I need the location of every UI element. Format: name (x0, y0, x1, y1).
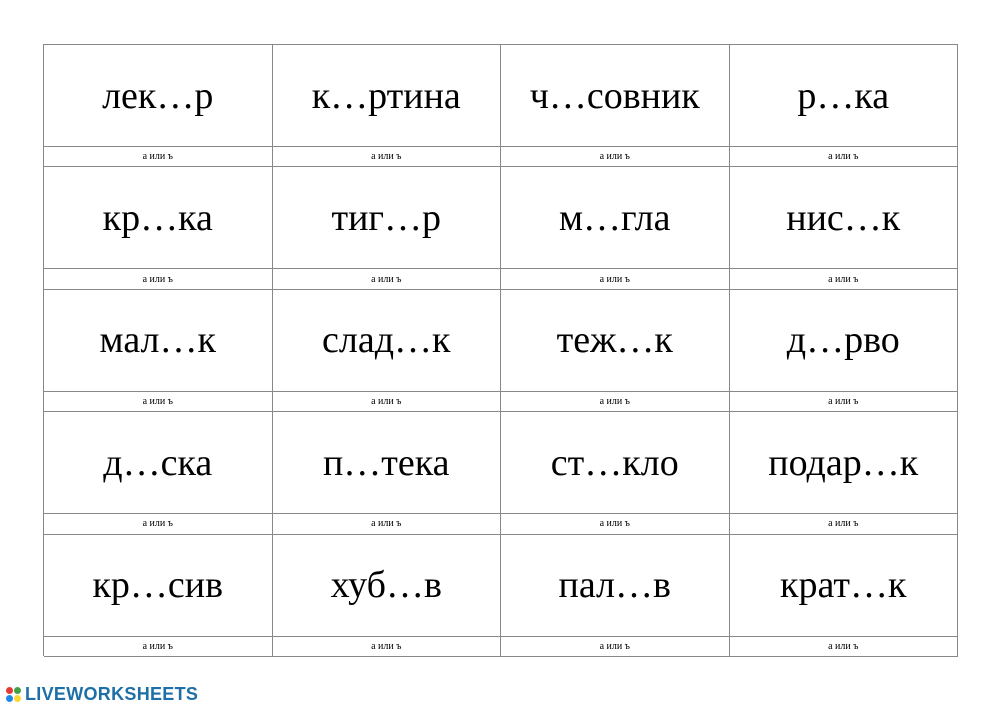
word-with-gap: крат…к (730, 535, 958, 637)
logo-text: LIVEWORKSHEETS (25, 684, 199, 704)
answer-choice-dropdown[interactable]: а или ъ (44, 637, 272, 657)
answer-choice-dropdown[interactable]: а или ъ (501, 392, 729, 412)
answer-choice-dropdown[interactable]: а или ъ (501, 514, 729, 534)
word-with-gap: подар…к (730, 412, 958, 514)
word-with-gap: лек…р (44, 45, 272, 147)
word-card (730, 290, 959, 412)
answer-choice-dropdown[interactable]: а или ъ (730, 637, 958, 657)
word-card (501, 412, 730, 534)
word-card (730, 167, 959, 289)
word-card (501, 535, 730, 657)
word-card (44, 167, 273, 289)
answer-choice-dropdown[interactable]: а или ъ (44, 269, 272, 289)
word-with-gap: мал…к (44, 290, 272, 392)
word-with-gap: тиг…р (273, 167, 501, 269)
answer-choice-dropdown[interactable]: а или ъ (44, 392, 272, 412)
answer-choice-dropdown[interactable]: а или ъ (273, 392, 501, 412)
word-card (273, 45, 502, 167)
word-card (273, 167, 502, 289)
answer-choice-dropdown[interactable]: а или ъ (501, 637, 729, 657)
answer-choice-dropdown[interactable]: а или ъ (273, 637, 501, 657)
word-card (501, 45, 730, 167)
word-with-gap: теж…к (501, 290, 729, 392)
word-card (501, 167, 730, 289)
word-card (273, 412, 502, 534)
grid-row (44, 412, 958, 534)
answer-choice-dropdown[interactable]: а или ъ (273, 514, 501, 534)
word-with-gap: м…гла (501, 167, 729, 269)
word-card (730, 412, 959, 534)
word-card (730, 45, 959, 167)
word-card (44, 45, 273, 167)
answer-choice-dropdown[interactable]: а или ъ (501, 147, 729, 167)
answer-choice-dropdown[interactable]: а или ъ (273, 147, 501, 167)
answer-choice-dropdown[interactable]: а или ъ (730, 514, 958, 534)
word-card (44, 535, 273, 657)
answer-choice-dropdown[interactable]: а или ъ (44, 147, 272, 167)
answer-choice-dropdown[interactable]: а или ъ (730, 392, 958, 412)
word-with-gap: к…ртина (273, 45, 501, 147)
word-with-gap: ст…кло (501, 412, 729, 514)
answer-choice-dropdown[interactable]: а или ъ (44, 514, 272, 534)
word-with-gap: ч…совник (501, 45, 729, 147)
word-with-gap: д…ска (44, 412, 272, 514)
answer-choice-dropdown[interactable]: а или ъ (501, 269, 729, 289)
word-card (44, 412, 273, 534)
answer-choice-dropdown[interactable]: а или ъ (273, 269, 501, 289)
word-with-gap: п…тека (273, 412, 501, 514)
grid-row (44, 535, 958, 657)
grid-row (44, 45, 958, 167)
liveworksheets-logo (6, 684, 198, 705)
word-card (730, 535, 959, 657)
word-card (44, 290, 273, 412)
word-card (501, 290, 730, 412)
word-card (273, 535, 502, 657)
worksheet-grid (43, 44, 958, 656)
logo-icon (6, 687, 22, 703)
word-with-gap: р…ка (730, 45, 958, 147)
grid-row (44, 290, 958, 412)
word-with-gap: пал…в (501, 535, 729, 637)
word-with-gap: кр…сив (44, 535, 272, 637)
word-with-gap: хуб…в (273, 535, 501, 637)
word-with-gap: д…рво (730, 290, 958, 392)
grid-row (44, 167, 958, 289)
answer-choice-dropdown[interactable]: а или ъ (730, 269, 958, 289)
word-card (273, 290, 502, 412)
answer-choice-dropdown[interactable]: а или ъ (730, 147, 958, 167)
word-with-gap: слад…к (273, 290, 501, 392)
word-with-gap: кр…ка (44, 167, 272, 269)
word-with-gap: нис…к (730, 167, 958, 269)
